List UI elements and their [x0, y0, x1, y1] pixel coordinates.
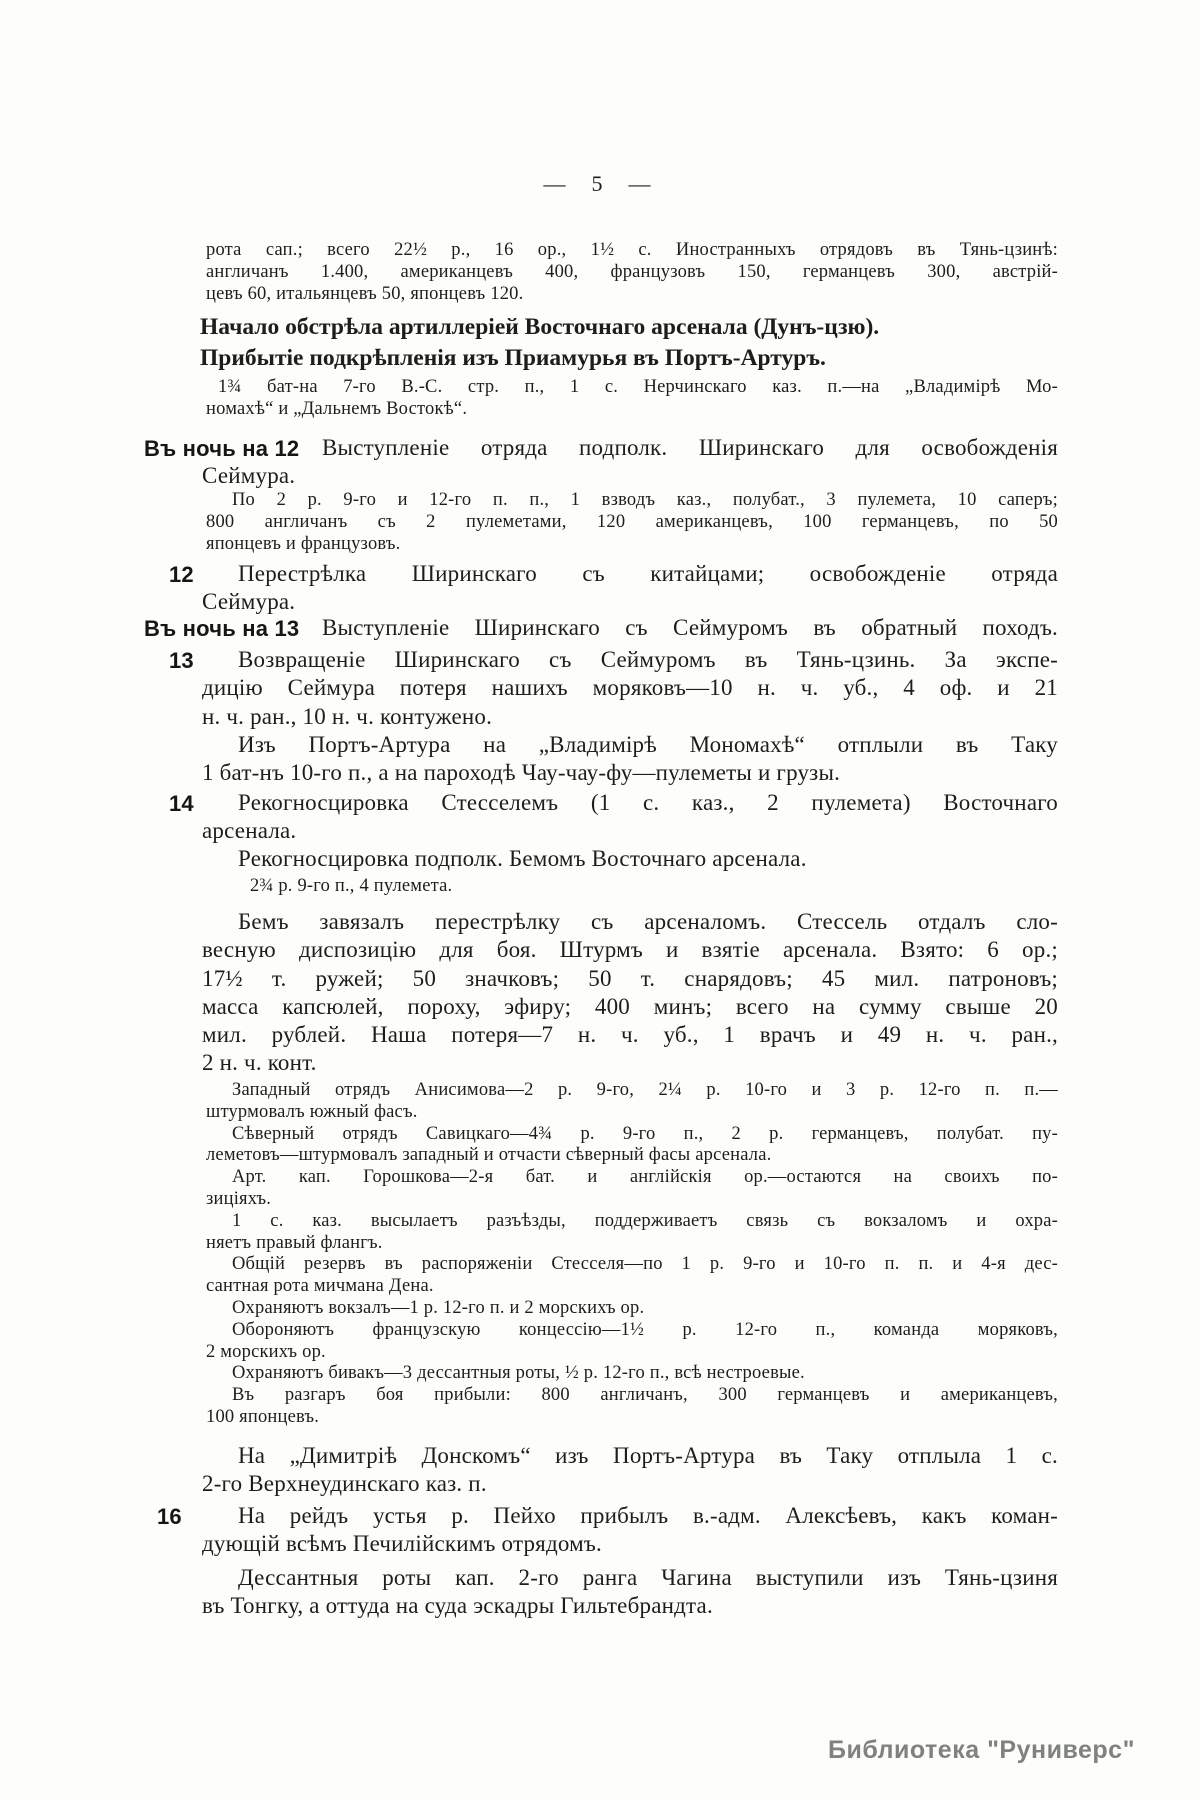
margin-day-number: 16 [157, 1504, 182, 1529]
text-line: няетъ правый флангъ. [206, 1232, 383, 1253]
text-line: 2-го Верхнеудинскаго каз. п. [202, 1471, 487, 1497]
text-line: 2 морскихъ ор. [206, 1341, 326, 1362]
paragraph-block [202, 845, 1058, 873]
text-line: 1 бат-нъ 10-го п., а на пароходѣ Чау-чау-фу—пулеметы и грузы. [202, 760, 841, 786]
text-line: По 2 р. 9-го и 12-го п. п., 1 взводъ каз., полубат., 3 пулемета, 10 саперъ; [232, 490, 1058, 510]
entry-block [169, 646, 1058, 731]
margin-date-label: Въ ночь на 13 [144, 616, 300, 641]
text-line: Выступленіе отряда подполк. Ширинскаго для освобожденія [322, 435, 1058, 460]
text-line: масса капсюлей, пороху, эфиру; 400 минъ; всего на сумму свыше 20 [202, 993, 1058, 1019]
text-line: сантная рота мичмана Дена. [206, 1276, 434, 1297]
note-block [206, 490, 1058, 555]
text-line: леметовъ—штурмовалъ западный и отчасти сѣверный фасы арсенала. [206, 1145, 772, 1166]
text-line: 1¾ бат-на 7-го В.-С. стр. п., 1 с. Нерчинскаго каз. п.—на „Владимірѣ Мо- [218, 377, 1058, 397]
text-line: номахѣ“ и „Дальнемъ Востокѣ“. [206, 398, 468, 419]
text-line: н. ч. ран., 10 н. ч. контужено. [202, 703, 493, 729]
text-line: весную диспозицію для боя. Штурмъ и взятіе арсенала. Взято: 6 ор.; [202, 937, 1058, 963]
text-line: мил. рублей. Наша потеря—7 н. ч. уб., 1 врачъ и 49 н. ч. ран., [202, 1022, 1058, 1048]
text-line: 800 англичанъ съ 2 пулеметами, 120 американцевъ, 100 германцевъ, по 50 [206, 511, 1058, 532]
text-line: Бемъ завязалъ перестрѣлку съ арсеналомъ. Стессель отдалъ сло- [238, 909, 1058, 934]
margin-date-label: Въ ночь на 12 [144, 436, 300, 461]
library-watermark: Библиотека "Руниверс" [828, 1736, 1135, 1764]
paragraph-block [202, 1564, 1058, 1621]
page-number-value: 5 [591, 171, 603, 196]
text-line: зиціяхъ. [206, 1188, 272, 1209]
text-line: Обороняютъ французскую концессію—1½ р. 12-го п., команда моряковъ, [232, 1319, 1058, 1340]
heading-block [200, 312, 1056, 374]
text-line: Охраняютъ вокзалъ—1 р. 12-го п. и 2 морскихъ ор. [232, 1297, 645, 1318]
text-line: Выступленіе Ширинскаго съ Сеймуромъ въ обратный походъ. [322, 615, 1058, 640]
text-line: Сѣверный отрядъ Савицкаго—4¾ р. 9-го п., 2 р. германцевъ, полубат. пу- [232, 1123, 1058, 1144]
entry-block [144, 614, 1058, 642]
text-line: цевъ 60, итальянцевъ 50, японцевъ 120. [206, 283, 524, 304]
text-line: 17½ т. ружей; 50 значковъ; 50 т. снарядовъ; 45 мил. патроновъ; [202, 965, 1058, 991]
paragraph-block [202, 1442, 1058, 1499]
text-line: въ Тонгку, а оттуда на суда эскадры Гильтебрандта. [202, 1593, 713, 1619]
text-line: рота сап.; всего 22½ р., 16 ор., 1½ с. Иностранныхъ отрядовъ въ Тянь-цзинѣ: [206, 240, 1058, 260]
text-line: Перестрѣлка Ширинскаго съ китайцами; освобожденіе отряда [238, 561, 1058, 586]
text-line: Въ разгаръ боя прибыли: 800 англичанъ, 300 германцевъ и американцевъ, [232, 1385, 1058, 1406]
entry-block [157, 1502, 1058, 1559]
paragraph-block [202, 908, 1058, 1078]
text-line: Изъ Портъ-Артура на „Владимірѣ Мономахѣ“ отплыли въ Таку [238, 732, 1058, 757]
text-line: Рекогносцировка Стесселемъ (1 с. каз., 2 пулемета) Восточнаго [238, 790, 1058, 815]
note-block [206, 876, 1058, 898]
paragraph-block [202, 731, 1058, 788]
note-block [206, 240, 1058, 305]
text-line: Рекогносцировка подполк. Бемомъ Восточнаго арсенала. [238, 846, 807, 871]
entry-block [169, 789, 1058, 846]
text-line: арсенала. [202, 818, 297, 844]
text-line: На „Димитріѣ Донскомъ“ изъ Портъ-Артура въ Таку отплыла 1 с. [238, 1443, 1058, 1468]
text-line: англичанъ 1.400, американцевъ 400, французовъ 150, германцевъ 300, австрій- [206, 261, 1058, 282]
text-line: японцевъ и французовъ. [206, 533, 401, 554]
entry-block [144, 434, 1058, 491]
heading-line: Прибытіе подкрѣпленія изъ Приамурья въ Портъ-Артуръ. [200, 345, 826, 371]
text-line: Сеймура. [202, 463, 296, 489]
text-line: Общій резервъ въ распоряженіи Стесселя—по 1 р. 9-го и 10-го п. п. и 4-я дес- [232, 1254, 1058, 1275]
note-block [206, 1080, 1058, 1429]
text-line: дицію Сеймура потеря нашихъ моряковъ—10 н. ч. уб., 4 оф. и 21 [202, 675, 1058, 701]
text-line: Охраняютъ бивакъ—3 дессантныя роты, ½ р. 12-го п., всѣ нестроевые. [232, 1363, 805, 1384]
text-line: 1 с. каз. высылаетъ разъѣзды, поддерживаетъ связь съ вокзаломъ и охра- [232, 1210, 1058, 1231]
text-line: 100 японцевъ. [206, 1406, 320, 1427]
text-line: Дессантныя роты кап. 2-го ранга Чагина выступили изъ Тянь-цзиня [238, 1565, 1058, 1590]
page-number-dash-right: — [628, 171, 651, 196]
margin-day-number: 12 [169, 562, 194, 587]
text-line: штурмовалъ южный фасъ. [206, 1101, 418, 1122]
text-line: дующій всѣмъ Печилійскимъ отрядомъ. [202, 1531, 602, 1557]
text-line: 2 н. ч. конт. [202, 1050, 317, 1076]
text-line: На рейдъ устья р. Пейхо прибылъ в.-адм. Алексѣевъ, какъ коман- [238, 1503, 1058, 1528]
page-number [202, 172, 992, 196]
entry-block [169, 560, 1058, 617]
text-line: 2¾ р. 9-го п., 4 пулемета. [250, 876, 453, 896]
text-line: Сеймура. [202, 589, 296, 615]
page-number-dash-left: — [543, 171, 566, 196]
margin-day-number: 13 [169, 648, 194, 673]
heading-line: Начало обстрѣла артиллеріей Восточнаго арсенала (Дунъ-цзю). [200, 314, 880, 340]
text-line: Арт. кап. Горошкова—2-я бат. и англійскія ор.—остаются на своихъ по- [232, 1167, 1058, 1188]
margin-day-number: 14 [169, 791, 194, 816]
note-block [206, 377, 1058, 421]
text-line: Западный отрядъ Анисимова—2 р. 9-го, 2¼ р. 10-го и 3 р. 12-го п. п.— [232, 1080, 1058, 1100]
text-line: Возвращеніе Ширинскаго съ Сеймуромъ въ Тянь-цзинь. За экспе- [238, 647, 1058, 672]
